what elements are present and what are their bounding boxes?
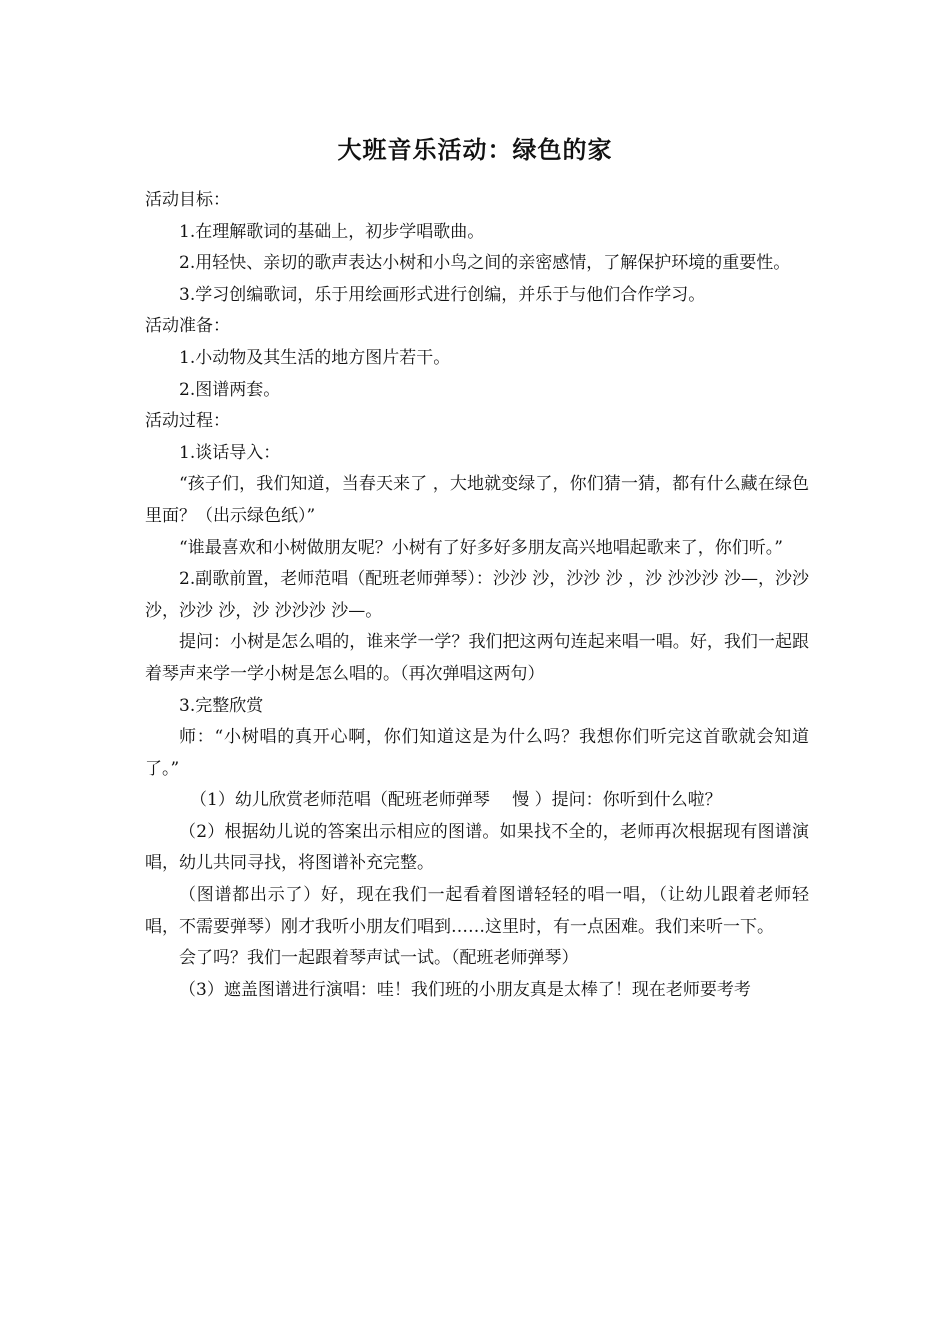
process-paragraph: “孩子们，我们知道，当春天来了 ，大地就变绿了，你们猜一猜，都有什么藏在绿色里面？（出示绿色纸）”: [145, 474, 809, 526]
section-heading-goals: 活动目标：: [145, 190, 230, 210]
process-paragraph: 提问：小树是怎么唱的，谁来学一学？我们把这两句连起来唱一唱。好，我们一起跟着琴声来学一学小树是怎么唱的。（再次弹唱这两句）: [145, 632, 809, 684]
process-paragraph: 师：“小树唱的真开心啊，你们知道这是为什么吗？我想你们听完这首歌就会知道了。”: [145, 727, 809, 779]
section-heading-prep: 活动准备：: [145, 316, 230, 337]
page-title: 大班音乐活动：绿色的家: [337, 136, 613, 164]
process-paragraph: （1）幼儿欣赏老师范唱（配班老师弹琴 慢 ）提问：你听到什么啦？: [190, 790, 722, 811]
process-paragraph: （图谱都出示了）好，现在我们一起看着图谱轻轻的唱一唱，（让幼儿跟着老师轻唱，不需要弹琴）刚才我听小朋友们唱到……这里时，有一点困难。我们来听一下。: [145, 885, 809, 937]
process-paragraph: 1.谈话导入：: [179, 442, 281, 463]
process-paragraph: 2.副歌前置，老师范唱（配班老师弹琴）：沙沙 沙，沙沙 沙 ，沙 沙沙沙 沙—，沙沙 沙，沙沙 沙，沙 沙沙沙 沙—。: [145, 569, 809, 621]
process-paragraph: 3.完整欣赏: [179, 695, 264, 716]
process-paragraph: （2）根据幼儿说的答案出示相应的图谱。如果找不全的，老师再次根据现有图谱演唱，幼儿共同寻找，将图谱补充完整。: [145, 821, 809, 874]
process-paragraph: 会了吗？我们一起跟着琴声试一试。（配班老师弹琴）: [179, 948, 579, 969]
process-paragraph: “谁最喜欢和小树做朋友呢？小树有了好多好多朋友高兴地唱起歌来了，你们听。”: [179, 537, 783, 558]
section-heading-process: 活动过程：: [145, 411, 230, 432]
goal-item: 3.学习创编歌词，乐于用绘画形式进行创编，并乐于与他们合作学习。: [179, 284, 706, 305]
goal-item: 1.在理解歌词的基础上，初步学唱歌曲。: [179, 221, 485, 242]
prep-item: 2.图谱两套。: [179, 379, 281, 400]
process-paragraph: （3）遮盖图谱进行演唱：哇！我们班的小朋友真是太棒了！现在老师要考考: [179, 979, 751, 1000]
prep-item: 1.小动物及其生活的地方图片若干。: [179, 347, 451, 368]
document-body: [145, 185, 809, 1006]
goal-item: 2.用轻快、亲切的歌声表达小树和小鸟之间的亲密感情，了解保护环境的重要性。: [179, 253, 791, 274]
